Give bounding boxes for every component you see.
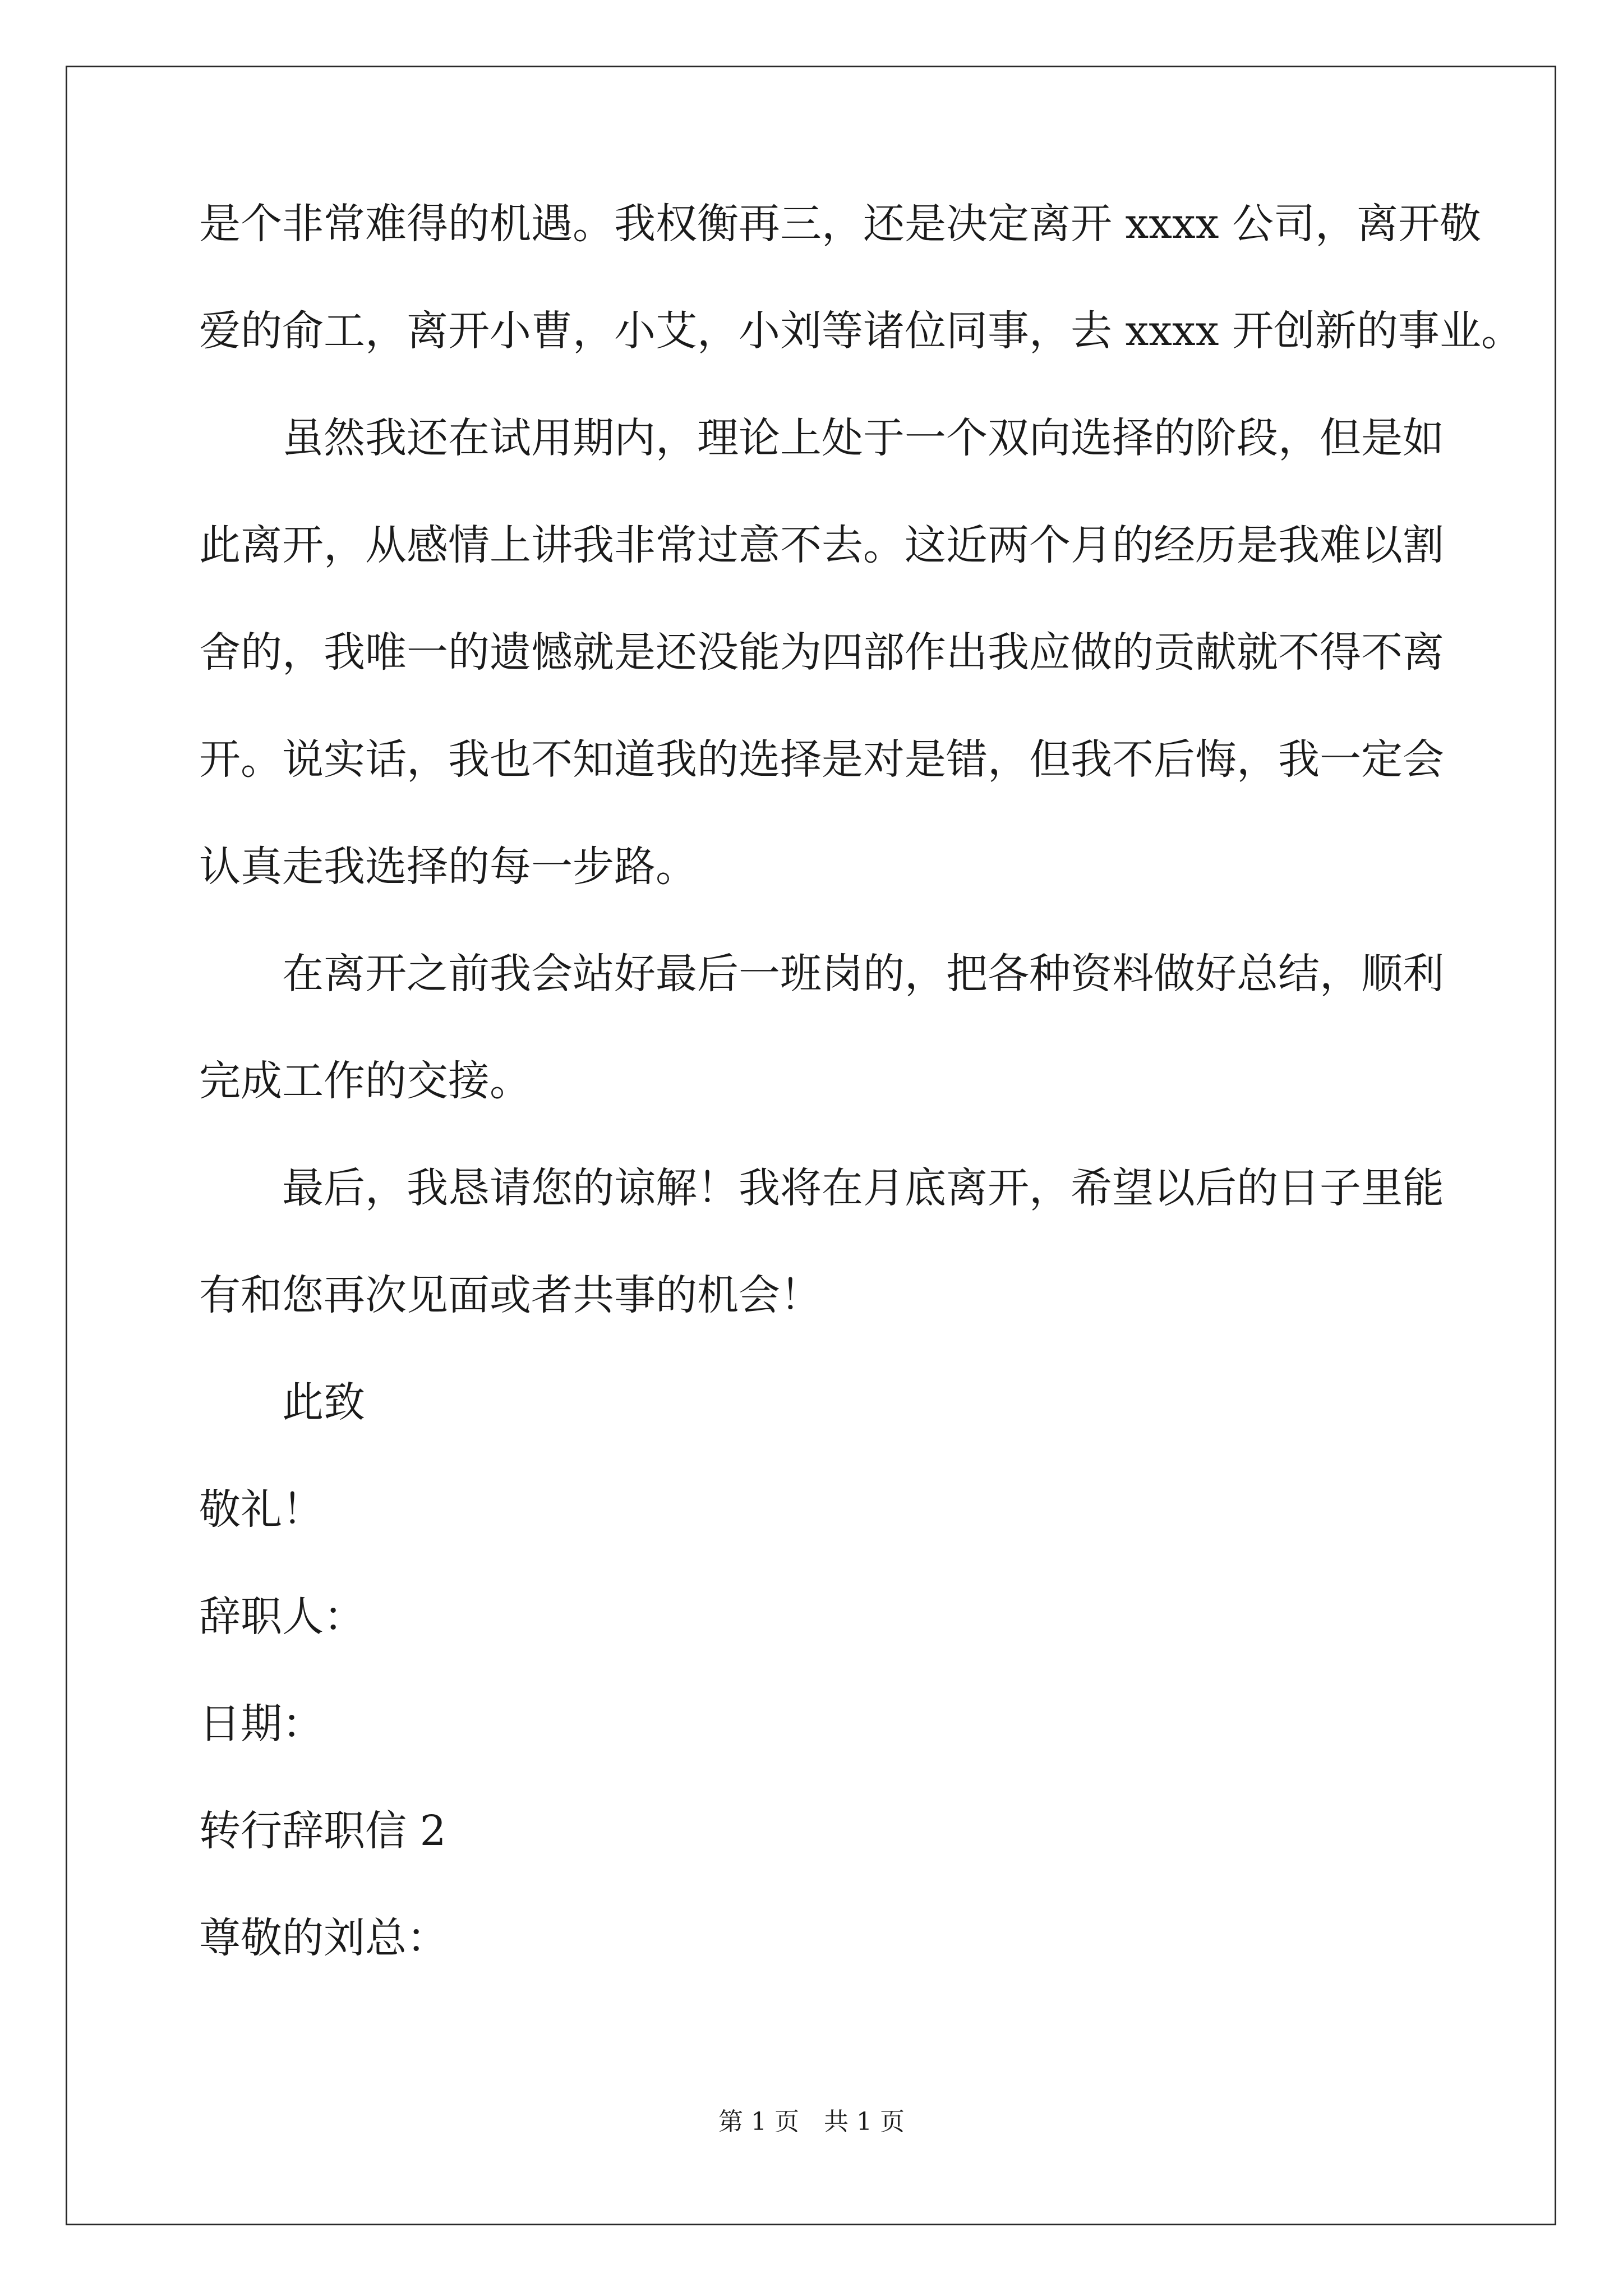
body-line: 舍的，我唯一的遗憾就是还没能为四部作出我应做的贡献就不得不离	[199, 628, 1444, 677]
closing-regards: 敬礼！	[199, 1485, 324, 1534]
date-field: 日期：	[199, 1700, 324, 1748]
body-line: 认真走我选择的每一步路。	[199, 843, 697, 891]
closing-salutation: 此致	[282, 1378, 365, 1427]
body-line: 完成工作的交接。	[199, 1057, 531, 1105]
body-line: 是个非常难得的机遇。我权衡再三，还是决定离开 xxxx 公司，离开敬	[199, 200, 1481, 248]
greeting-line: 尊敬的刘总：	[199, 1914, 448, 1962]
body-line: 有和您再次见面或者共事的机会！	[199, 1271, 822, 1319]
body-line: 在离开之前我会站好最后一班岗的，把各种资料做好总结，顺利	[282, 950, 1444, 998]
body-line: 爱的俞工，离开小曹，小艾，小刘等诸位同事，去 xxxx 开创新的事业。	[199, 307, 1523, 355]
body-line: 虽然我还在试用期内，理论上处于一个双向选择的阶段，但是如	[282, 414, 1444, 462]
body-line: 开。说实话，我也不知道我的选择是对是错，但我不后悔，我一定会	[199, 735, 1444, 784]
resigner-field: 辞职人：	[199, 1593, 365, 1641]
section-heading: 转行辞职信 2	[199, 1807, 446, 1855]
body-line: 此离开，从感情上讲我非常过意不去。这近两个月的经历是我难以割	[199, 521, 1444, 569]
body-line: 最后，我恳请您的谅解！我将在月底离开，希望以后的日子里能	[282, 1164, 1444, 1212]
page-number: 第 1 页 共 1 页	[718, 2108, 905, 2136]
document-body	[199, 199, 1523, 2021]
